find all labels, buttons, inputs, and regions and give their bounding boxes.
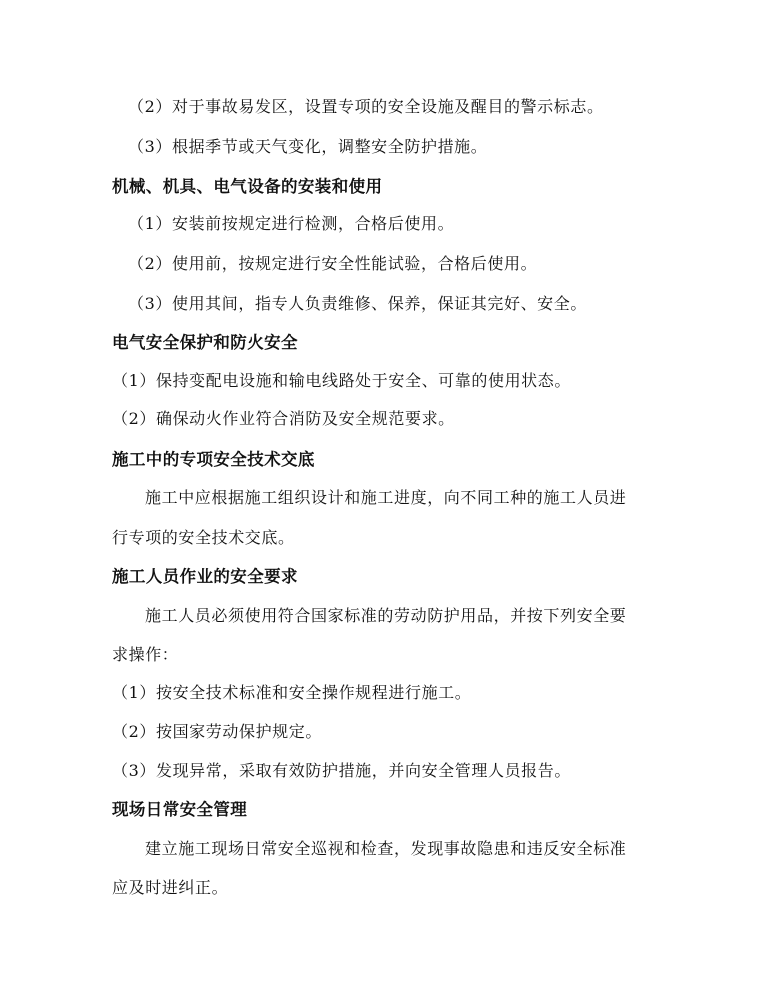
- section-heading-worker-requirements: 施工人员作业的安全要求: [112, 567, 298, 586]
- list-item-seasonal-adjustment: （3）根据季节或天气变化，调整安全防护措施。: [128, 137, 488, 156]
- paragraph-safety-briefing-line1: 施工中应根据施工组织设计和施工进度，向不同工种的施工人员进: [145, 488, 627, 507]
- list-item-hot-work: （2）确保动火作业符合消防及安全规范要求。: [112, 409, 455, 428]
- list-item-performance-test: （2）使用前，按规定进行安全性能试验，合格后使用。: [128, 254, 538, 273]
- section-heading-electrical-fire: 电气安全保护和防火安全: [112, 333, 298, 352]
- paragraph-safety-briefing-line2: 行专项的安全技术交底。: [112, 528, 295, 547]
- section-heading-safety-briefing: 施工中的专项安全技术交底: [112, 450, 315, 469]
- paragraph-daily-management-line2: 应及时进纠正。: [112, 878, 229, 897]
- list-item-labor-protection: （2）按国家劳动保护规定。: [112, 722, 322, 741]
- list-item-report-anomaly: （3）发现异常，采取有效防护措施，并向安全管理人员报告。: [112, 761, 571, 780]
- list-item-pre-install-check: （1）安装前按规定进行检测，合格后使用。: [128, 214, 455, 233]
- list-item-power-facilities: （1）保持变配电设施和输电线路处于安全、可靠的使用状态。: [112, 371, 571, 390]
- list-item-accident-prone-area: （2）对于事故易发区，设置专项的安全设施及醒目的警示标志。: [128, 97, 604, 116]
- list-item-follow-standards: （1）按安全技术标准和安全操作规程进行施工。: [112, 683, 472, 702]
- paragraph-worker-requirements-line2: 求操作：: [112, 645, 179, 664]
- list-item-maintenance: （3）使用其间，指专人负责维修、保养，保证其完好、安全。: [128, 294, 587, 313]
- section-heading-equipment: 机械、机具、电气设备的安装和使用: [112, 177, 383, 196]
- section-heading-daily-management: 现场日常安全管理: [112, 800, 248, 819]
- paragraph-worker-requirements-line1: 施工人员必须使用符合国家标准的劳动防护用品，并按下列安全要: [145, 606, 627, 625]
- paragraph-daily-management-line1: 建立施工现场日常安全巡视和检查，发现事故隐患和违反安全标准: [145, 839, 627, 858]
